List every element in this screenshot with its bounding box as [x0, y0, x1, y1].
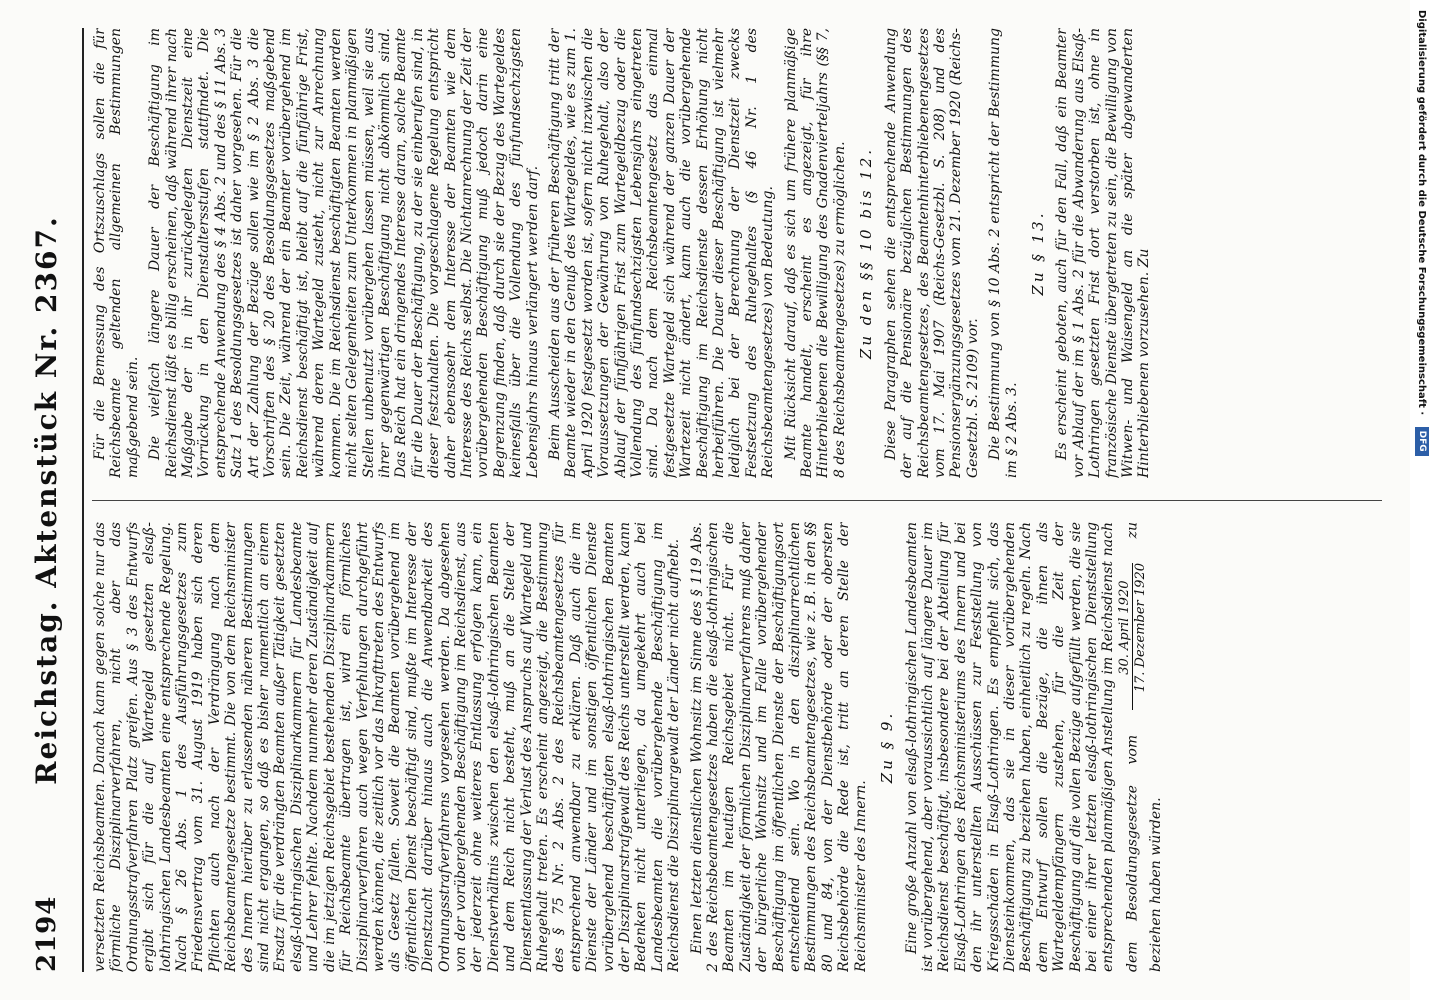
left-paragraph-end: zu beziehen haben würden. — [1124, 522, 1164, 972]
right-paragraph: Beim Ausscheiden aus der früheren Beschäftigung tritt der Beamte wieder in den Genuß des Wartegeldes, wie es zum 1. April 1920 festgesetzt worden ist, sofern nicht inzwischen die Voraussetzungen der Gewährung von Ruhegehalt, also der Ablauf der fünfjährigen Frist zum Wartegeldbezug oder die Vollendung des fünfundsechzigsten Lebensjahrs eingetreten sind. Da nach dem Reichsbeamtengesetz das einmal festgesetzte Wartegeld sich während der ganzen Dauer der Wartezeit nicht ändert, kann auch die vorübergehende Beschäftigung im Reichsdienste dessen Erhöhung nicht herbeiführen. Die Dauer dieser Beschäftigung ist vielmehr lediglich bei der Berechnung der Dienstzeit zwecks Festsetzung des Ruhegehaltes (§ 46 Nr. 1 des Reichsbeamtengesetzes) von Bedeutung. — [546, 28, 777, 478]
dfg-logo: DFG — [1415, 427, 1429, 456]
left-column — [92, 522, 1382, 972]
date-denominator: 17. Dezember 1920 — [1132, 563, 1148, 710]
section-heading: Zu den §§ 10 bis 12. — [857, 146, 876, 360]
right-paragraph: Mit Rücksicht darauf, daß es sich um frühere planmäßige Beamte handelt, erscheint es angezeigt, für ihre Hinterbliebenen die Bewilligung des Gnadenvierteljahrs (§§ 7, 8 des Reichsbeamtengesetzes) zu ermöglichen. — [782, 28, 848, 478]
left-paragraph: versetzten Reichsbeamten. Danach kann gegen solche nur das förmliche Disziplinarverfahren, nicht aber das Ordnungsstrafverfahren Platz greifen. Aus § 3 des Entwurfs ergibt sich für die auf Wartegeld gesetzten elsaß-lothringischen Landesbeamten eine entsprechende Regelung. Nach § 26 Abs. 1 des Ausführungsgesetzes zum Friedensvertrag vom 31. August 1919 haben sich deren Pflichten auch nach der Verdrängung nach dem Reichsbeamtengesetze bestimmt. Die von dem Reichsminister des Innern hierüber zu erlassenden näheren Bestimmungen sind nicht ergangen, so daß es bisher namentlich an einem Ersatz für die verdrängten Beamten außer Tätigkeit gesetzten elsaß-lothringischen Disziplinarkammern für Landesbeamte und Lehrer fehlte. Nachdem nunmehr deren Zuständigkeit auf die im jetzigen Reichsgebiet bestehenden Disziplinarkammern für Reichsbeamte übertragen ist, wird ein förmliches Disziplinarverfahren auch wegen Verfehlungen durchgeführt werden können, die zeitlich vor das Inkrafttreten des Entwurfs als Gesetz fallen. Soweit die Beamten vorübergehend im öffentlichen Dienst beschäftigt sind, mußte im Interesse der Dienstzucht darüber hinaus auch die Anwendbarkeit des Ordnungsstrafverfahrens vorgesehen werden. Da abgesehen von der vorübergehenden Beschäftigung im Reichsdienst, aus der jederzeit ohne weiteres Entlassung erfolgen kann, ein Dienstverhältnis zwischen den elsaß-lothringischen Beamten und dem Reich nicht besteht, muß an die Stelle der Dienstentlassung der Verlust des Anspruchs auf Wartegeld und Ruhegehalt treten. Es erscheint angezeigt, die Bestimmung des § 75 Nr. 2 Abs. 2 des Reichsbeamtengesetzes für entsprechend anwendbar zu erklären. Daß auch die im Dienste der Länder und im sonstigen öffentlichen Dienste vorübergehend beschäftigten elsaß-lothringischen Beamten der Disziplinarstrafgewalt des Reichs unterstellt werden, kann Bedenken nicht unterliegen, da umgekehrt auch bei Landesbeamten die vorübergehende Beschäftigung im Reichsdienst die Disziplinargewalt der Länder nicht aufhebt. — [92, 522, 683, 972]
page-number: 2194 — [32, 895, 62, 972]
digitization-note-text — [1410, 10, 1432, 990]
digitization-credit: Digitalisierung gefördert durch die Deutsche Forschungsgemeinschaft · — [1416, 10, 1427, 416]
header-rule — [82, 28, 84, 972]
right-paragraph: Diese Paragraphen sehen die entsprechende Anwendung der auf die Pensionäre bezüglichen Bestimmungen des Reichsbeamtengesetzes, des Beamtenhinterbliebenengesetzes vom 17. Mai 1907 (Reichs-Gesetzbl. S. 208) und des Pensionsergänzungsgesetzes vom 21. Dezember 1920 (Reichs-Gesetzbl. S. 2109) vor. — [882, 28, 981, 478]
date-numerator: 30. April 1920 — [1116, 580, 1132, 675]
section-heading: Zu § 13. — [1028, 210, 1047, 296]
right-paragraph: Es erscheint geboten, auch für den Fall, daß ein Beamter vor Ablauf der im § 1 Abs. 2 für die Abwanderung aus Elsaß-Lothringen gesetzten Frist dort verstorben ist, ohne in französische Dienste übergetreten zu sein, die Bewilligung von Witwen- und Waisengeld an die später abgewanderten Hinterbliebenen vorzusehen. Zu — [1054, 28, 1153, 478]
right-paragraph: Die vielfach längere Dauer der Beschäftigung im Reichsdienst läßt es billig erscheinen, daß während ihrer nach Maßgabe der in ihr zurückgelegten Dienstzeit eine Vorrückung in den Dienstaltersstufen stattfindet. Die entsprechende Anwendung des § 4 Abs. 2 und des § 11 Abs. 3 Satz 1 des Besoldungsgesetzes ist daher vorgesehen. Für die Art der Zahlung der Bezüge sollen wie im § 2 Abs. 3 die Vorschriften des § 20 des Besoldungsgesetzes maßgebend sein. Die Zeit, während der ein Beamter vorübergehend im Reichsdienst beschäftigt ist, bleibt auf die fünfjährige Frist, während deren Wartegeld zusteht, nicht zur Anrechnung kommen. Die im Reichsdienst beschäftigten Beamten werden nicht selten Gelegenheiten zum Unterkommen in planmäßigen Stellen unbenutzt vorübergehen lassen müssen, weil sie aus ihrer gegenwärtigen Beschäftigung nicht abkömmlich sind. Das Reich hat ein dringendes Interesse daran, solche Beamte für die Dauer der Beschäftigung, zu der sie einberufen sind, in dieser festzuhalten. Die vorgeschlagene Regelung entspricht daher ebensosehr dem Interesse der Beamten wie dem Interesse des Reichs selbst. Die Nichtanrechnung der Zeit der vorübergehenden Beschäftigung muß jedoch darin eine Begrenzung finden, daß durch sie der Bezug des Wartegeldes keinesfalls über die Vollendung des fünfundsechzigsten Lebensjahrs hinaus verlängert werden darf. — [147, 28, 541, 478]
left-paragraph: Einen letzten dienstlichen Wohnsitz im Sinne des § 119 Abs. 2 des Reichsbeamtengesetzes haben die elsaß-lothringischen Beamten im heutigen Reichsgebiet nicht. Für die Zuständigkeit der förmlichen Disziplinarverfahrens muß daher der bürgerliche Wohnsitz und im Falle vorübergehender Beschäftigung im öffentlichen Dienste der Beschäftigungsort entscheidend sein. Wo in den disziplinarrechtlichen Bestimmungen des Reichsbeamtengesetzes, wie z. B. in den §§ 80 und 84, von der Dienstbehörde oder der obersten Reichsbehörde die Rede ist, tritt an deren Stelle der Reichsminister des Innern. — [688, 522, 869, 972]
digitization-note — [1410, 10, 1432, 990]
left-paragraph-text: Eine große Anzahl von elsaß-lothringischen Landesbeamten ist vorübergehend, aber voraussichtlich auf längere Dauer im Reichsdienst beschäftigt, insbesondere bei der Abteilung für Elsaß-Lothringen des Reichsministeriums des Innern und bei den ihr unterstellten Ausschüssen zur Feststellung von Kriegsschäden in Elsaß-Lothringen. Es empfiehlt sich, das Diensteinkommen, das sie in dieser vorübergehenden Beschäftigung zu beziehen haben, einheitlich zu regeln. Nach dem Entwurf sollen die Bezüge, die ihnen als Wartegeldempfängern zustehen, für die Zeit der Beschäftigung auf die vollen Bezüge aufgefüllt werden, die sie bei einer ihrer letzten elsaß-lothringischen Dienststellung entsprechenden planmäßigen Anstellung im Reichsdienst nach dem Besoldungsgesetze vom — [903, 522, 1141, 972]
column-divider — [92, 500, 1382, 501]
right-column — [92, 28, 1382, 478]
right-paragraph: Die Bestimmung von § 10 Abs. 2 entspricht der Bestimmung im § 2 Abs. 3. — [987, 28, 1020, 478]
page-header — [18, 28, 82, 972]
left-paragraph — [904, 522, 1165, 972]
date-fraction — [1117, 563, 1148, 710]
section-heading: Zu § 9. — [878, 710, 897, 784]
right-paragraph: Für die Bemessung des Ortszuschlags sollen die für Reichsbeamte geltenden allgemeinen Bestimmungen maßgebend sein. — [92, 28, 141, 478]
page-title: Reichstag. Aktenstück Nr. 2367. — [30, 215, 63, 785]
